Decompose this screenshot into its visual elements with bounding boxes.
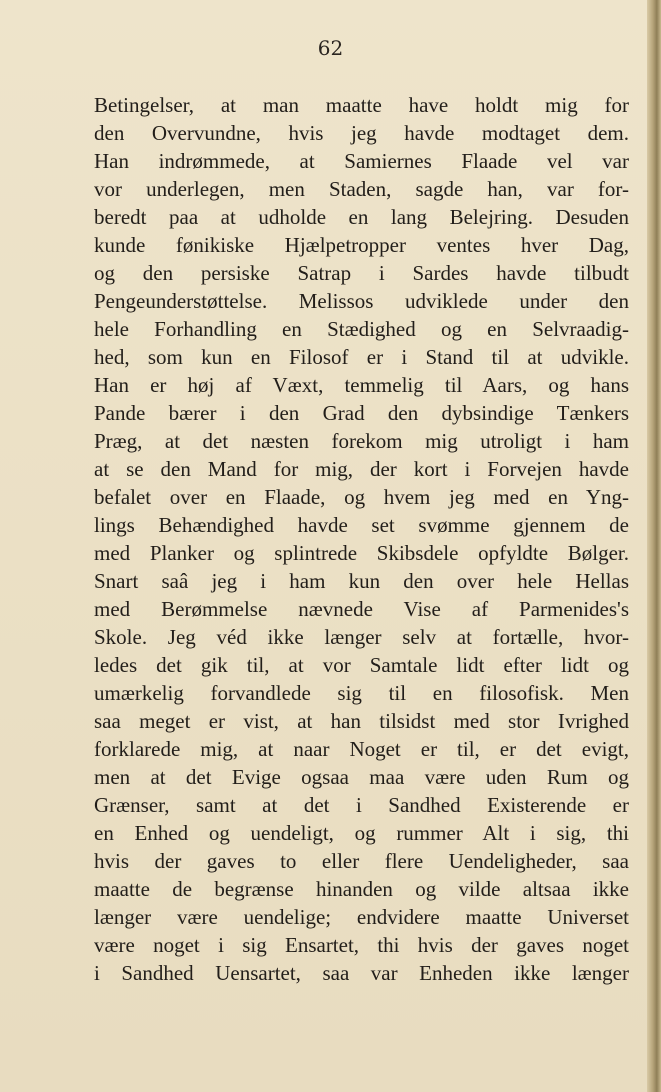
text-line: forklarede mig, at naar Noget er til, er det evigt, <box>94 737 629 761</box>
text-line: befalet over en Flaade, og hvem jeg med en Yng- <box>94 485 629 509</box>
text-line: med Berømmelse nævnede Vise af Parmenides's <box>94 597 629 621</box>
text-line: Pengeunderstøttelse. Melissos udviklede under den <box>94 289 629 313</box>
text-line: og den persiske Satrap i Sardes havde tilbudt <box>94 261 629 285</box>
text-line: saa meget er vist, at han tilsidst med stor Ivrighed <box>94 709 629 733</box>
page-edge <box>647 0 661 1092</box>
text-line: hele Forhandling en Stædighed og en Selvraadig- <box>94 317 629 341</box>
text-line: i Sandhed Uensartet, saa var Enheden ikke længer <box>94 961 629 985</box>
text-line: hed, som kun en Filosof er i Stand til at udvikle. <box>94 345 629 369</box>
text-line: Han er høj af Væxt, temmelig til Aars, og hans <box>94 373 629 397</box>
text-line: vor underlegen, men Staden, sagde han, var for- <box>94 177 629 201</box>
page-number: 62 <box>317 36 344 60</box>
text-line: kunde fønikiske Hjælpetropper ventes hver Dag, <box>94 233 629 257</box>
text-line: Snart saâ jeg i ham kun den over hele Hellas <box>94 569 629 593</box>
text-line: Præg, at det næsten forekom mig utroligt i ham <box>94 429 629 453</box>
text-line: den Overvundne, hvis jeg havde modtaget dem. <box>94 121 629 145</box>
text-line: længer være uendelige; endvidere maatte Universet <box>94 905 629 929</box>
text-line: være noget i sig Ensartet, thi hvis der gaves noget <box>94 933 629 957</box>
text-line: beredt paa at udholde en lang Belejring. Desuden <box>94 205 629 229</box>
text-line: hvis der gaves to eller flere Uendeligheder, saa <box>94 849 629 873</box>
text-line: en Enhed og uendeligt, og rummer Alt i sig, thi <box>94 821 629 845</box>
text-line: Pande bærer i den Grad den dybsindige Tænkers <box>94 401 629 425</box>
text-line: umærkelig forvandlede sig til en filosofisk. Men <box>94 681 629 705</box>
text-line: med Planker og splintrede Skibsdele opfyldte Bølger. <box>94 541 629 565</box>
body-text <box>94 91 629 987</box>
text-line: Skole. Jeg véd ikke længer selv at fortælle, hvor- <box>94 625 629 649</box>
text-line: Betingelser, at man maatte have holdt mig for <box>94 93 629 117</box>
text-line: lings Behændighed havde set svømme gjennem de <box>94 513 629 537</box>
text-line: ledes det gik til, at vor Samtale lidt efter lidt og <box>94 653 629 677</box>
text-line: maatte de begrænse hinanden og vilde altsaa ikke <box>94 877 629 901</box>
text-line: Grænser, samt at det i Sandhed Existerende er <box>94 793 629 817</box>
text-line: men at det Evige ogsaa maa være uden Rum og <box>94 765 629 789</box>
text-line: Han indrømmede, at Samiernes Flaade vel var <box>94 149 629 173</box>
text-line: at se den Mand for mig, der kort i Forvejen havde <box>94 457 629 481</box>
